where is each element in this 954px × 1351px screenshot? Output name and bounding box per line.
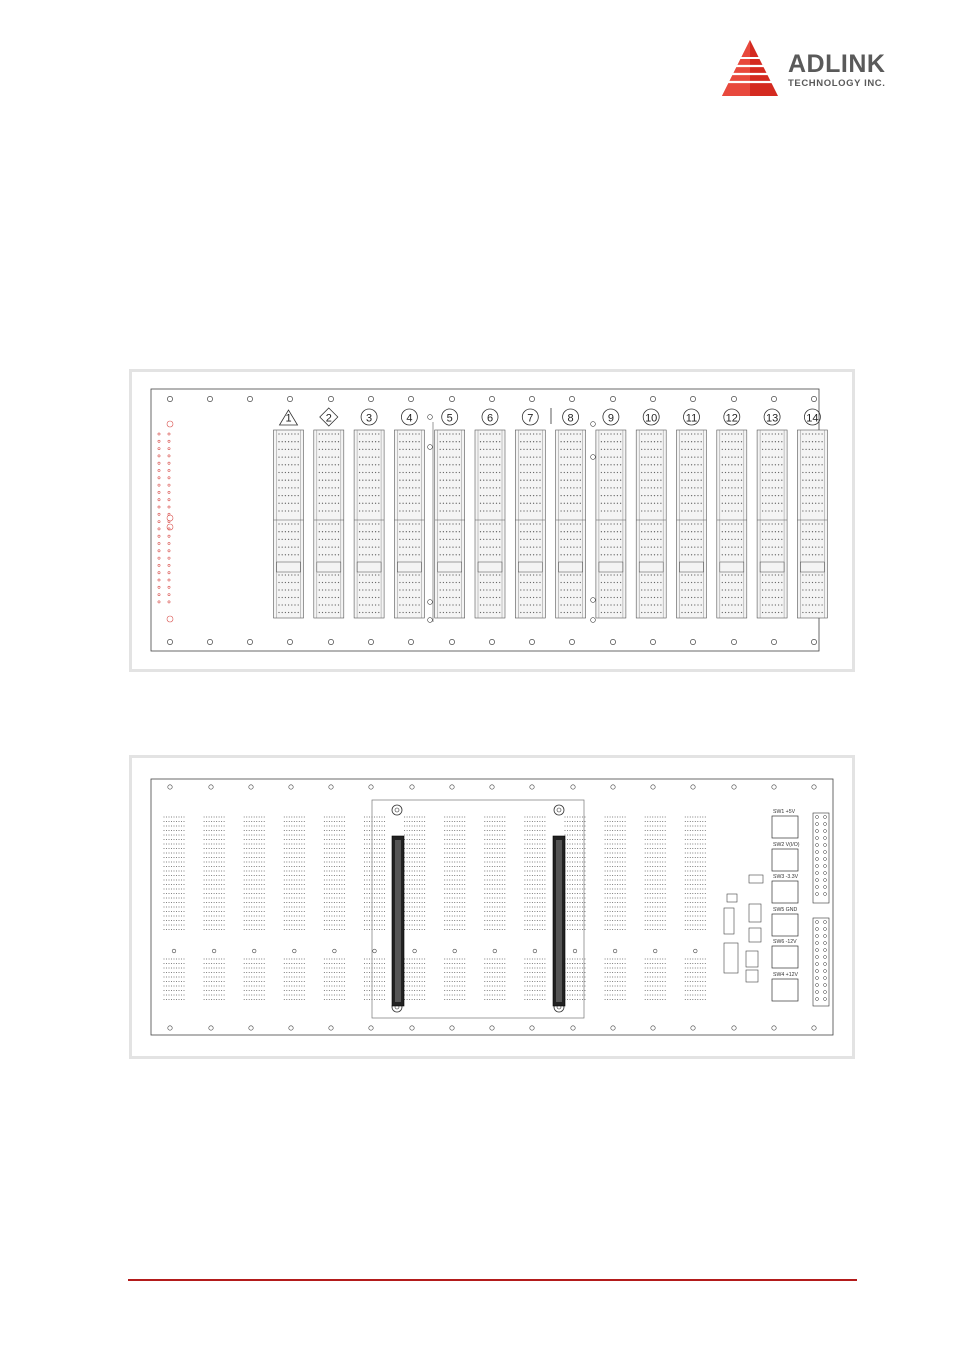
mount-hole-icon	[489, 639, 494, 644]
mount-hole-icon	[571, 1026, 575, 1030]
via-hole-icon	[293, 949, 297, 953]
jumper-component	[746, 951, 758, 967]
slot-number: 2	[325, 412, 332, 425]
slot-number: 10	[645, 412, 658, 425]
mount-hole-icon	[490, 1026, 494, 1030]
mount-hole-icon	[168, 785, 172, 789]
via-hole-icon	[172, 949, 176, 953]
mount-hole-icon	[812, 1026, 816, 1030]
mount-hole-icon	[209, 1026, 213, 1030]
mount-hole-icon	[731, 396, 736, 401]
mount-hole-icon	[569, 639, 574, 644]
slot-number: 9	[607, 412, 614, 425]
jumper-component	[746, 970, 758, 982]
mount-hole-icon	[529, 396, 534, 401]
mount-hole-icon	[449, 639, 454, 644]
standoff-hole-icon	[428, 445, 433, 450]
slot-number: 14	[806, 412, 819, 425]
mount-hole-icon	[329, 785, 333, 789]
mount-hole-icon	[569, 396, 574, 401]
mount-hole-icon	[811, 639, 816, 644]
mount-hole-icon	[611, 785, 615, 789]
mount-hole-icon	[771, 639, 776, 644]
switch-label: SW3 -3.3V	[773, 874, 799, 880]
mount-hole-icon	[449, 396, 454, 401]
mount-hole-icon	[571, 785, 575, 789]
pin-grid	[244, 958, 265, 1000]
pin-grid	[204, 958, 225, 1000]
mount-hole-icon	[691, 1026, 695, 1030]
mount-hole-icon	[328, 396, 333, 401]
mount-hole-icon	[650, 396, 655, 401]
mount-hole-icon	[450, 1026, 454, 1030]
mount-hole-icon	[610, 639, 615, 644]
pin-grid	[364, 816, 385, 930]
mount-hole-icon	[207, 396, 212, 401]
via-hole-icon	[613, 949, 617, 953]
mount-hole-icon	[490, 785, 494, 789]
mount-hole-icon	[369, 785, 373, 789]
rear-view-drawing	[132, 758, 852, 1056]
mount-hole-icon	[289, 1026, 293, 1030]
mount-hole-icon	[209, 785, 213, 789]
via-hole-icon	[493, 949, 497, 953]
mount-hole-icon	[812, 785, 816, 789]
switch-label: SW1 +5V	[773, 809, 796, 815]
via-hole-icon	[453, 949, 457, 953]
standoff-hole-icon	[554, 805, 564, 815]
mount-hole-icon	[287, 396, 292, 401]
via-hole-icon	[333, 949, 337, 953]
backplane-front-view	[129, 369, 855, 672]
pin-grid	[404, 816, 425, 930]
via-hole-icon	[252, 949, 256, 953]
pin-grid	[444, 958, 465, 1000]
slot-number: 1	[285, 412, 292, 425]
pin-grid	[324, 958, 345, 1000]
slot-number: 5	[446, 412, 453, 425]
mount-hole-icon	[408, 639, 413, 644]
mount-hole-icon	[811, 396, 816, 401]
mount-hole-icon	[732, 785, 736, 789]
standoff-hole-icon	[591, 598, 596, 603]
pin-grid	[524, 816, 545, 930]
switch-label: SW4 +12V	[773, 972, 798, 978]
mount-hole-icon	[651, 1026, 655, 1030]
mount-hole-icon	[408, 396, 413, 401]
mount-hole-icon	[771, 396, 776, 401]
jumper-component	[724, 908, 734, 934]
slot-number: 3	[366, 412, 373, 425]
pin-grid	[524, 958, 545, 1000]
adlink-triangle-icon	[720, 38, 786, 100]
power-connector-pins	[158, 421, 173, 622]
mount-hole-icon	[369, 1026, 373, 1030]
terminal-block	[813, 813, 829, 903]
slot-number: 11	[685, 412, 698, 425]
mount-hole-icon	[772, 1026, 776, 1030]
footer-rule	[128, 1279, 857, 1281]
slot-number: 12	[725, 412, 738, 425]
mount-hole-icon	[731, 639, 736, 644]
pin-grid	[605, 958, 626, 1000]
power-switch	[772, 881, 798, 903]
standoff-hole-icon	[428, 600, 433, 605]
standoff-hole-icon	[392, 805, 402, 815]
pin-grid	[645, 816, 666, 930]
standoff-hole-icon	[428, 618, 433, 623]
slot-number: 7	[527, 412, 534, 425]
slot-number: 4	[406, 412, 413, 425]
brand-name: ADLINK	[788, 50, 886, 78]
via-hole-icon	[212, 949, 216, 953]
power-switch	[772, 849, 798, 871]
via-hole-icon	[694, 949, 698, 953]
pin-grid	[163, 816, 184, 930]
mount-hole-icon	[690, 639, 695, 644]
pin-grid	[364, 958, 385, 1000]
mount-hole-icon	[691, 785, 695, 789]
switch-label: SW2 V(I/O)	[773, 842, 800, 848]
pin-grid	[204, 816, 225, 930]
jumper-component	[724, 943, 738, 973]
mount-hole-icon	[329, 1026, 333, 1030]
mount-hole-icon	[611, 1026, 615, 1030]
via-hole-icon	[373, 949, 377, 953]
standoff-hole-icon	[591, 422, 596, 427]
pin-grid	[484, 816, 505, 930]
pin-grid	[685, 816, 706, 930]
via-hole-icon	[413, 949, 417, 953]
mount-hole-icon	[207, 639, 212, 644]
mount-hole-icon	[530, 785, 534, 789]
mount-hole-icon	[410, 1026, 414, 1030]
pin-grid	[324, 816, 345, 930]
pin-grid	[484, 958, 505, 1000]
switch-label: SW6 -12V	[773, 939, 797, 945]
jumper-component	[749, 928, 761, 942]
pin-grid	[564, 816, 585, 930]
slot-number: 13	[765, 412, 779, 425]
jumper-component	[749, 904, 761, 922]
power-switch	[772, 816, 798, 838]
mount-hole-icon	[247, 396, 252, 401]
pin-grid	[444, 816, 465, 930]
mount-hole-icon	[328, 639, 333, 644]
jumper-component	[749, 875, 763, 883]
mount-hole-icon	[610, 396, 615, 401]
mount-hole-icon	[529, 639, 534, 644]
mount-hole-icon	[167, 396, 172, 401]
mount-hole-icon	[772, 785, 776, 789]
power-switch	[772, 946, 798, 968]
power-switch	[772, 979, 798, 1001]
mount-hole-icon	[690, 396, 695, 401]
pin-grid	[284, 816, 305, 930]
mount-hole-icon	[247, 639, 252, 644]
standoff-hole-icon	[428, 415, 433, 420]
terminal-block	[813, 918, 829, 1006]
mount-hole-icon	[489, 396, 494, 401]
power-switch	[772, 914, 798, 936]
mount-hole-icon	[650, 639, 655, 644]
adlink-logo	[720, 38, 915, 100]
brand-tagline: TECHNOLOGY INC.	[788, 78, 886, 89]
mount-hole-icon	[530, 1026, 534, 1030]
mount-hole-icon	[249, 785, 253, 789]
mount-hole-icon	[167, 639, 172, 644]
mount-hole-icon	[287, 639, 292, 644]
mount-hole-icon	[368, 396, 373, 401]
mount-hole-icon	[410, 785, 414, 789]
via-hole-icon	[653, 949, 657, 953]
pin-grid	[645, 958, 666, 1000]
mount-hole-icon	[651, 785, 655, 789]
pin-grid	[284, 958, 305, 1000]
mount-hole-icon	[732, 1026, 736, 1030]
backplane-rear-view	[129, 755, 855, 1059]
pin-grid	[244, 816, 265, 930]
standoff-hole-icon	[591, 455, 596, 460]
jumper-component	[727, 894, 737, 902]
pin-grid	[685, 958, 706, 1000]
standoff-hole-icon	[591, 618, 596, 623]
via-hole-icon	[573, 949, 577, 953]
slot-number: 6	[486, 412, 494, 425]
mount-hole-icon	[450, 785, 454, 789]
mount-hole-icon	[368, 639, 373, 644]
mount-hole-icon	[289, 785, 293, 789]
pin-grid	[163, 958, 184, 1000]
mount-hole-icon	[168, 1026, 172, 1030]
via-hole-icon	[533, 949, 537, 953]
pin-grid	[605, 816, 626, 930]
switch-label: SW5 GND	[773, 907, 798, 913]
pin-grid	[404, 958, 425, 1000]
mount-hole-icon	[249, 1026, 253, 1030]
pin-grid	[564, 958, 585, 1000]
front-view-drawing	[132, 372, 852, 669]
slot-number: 8	[567, 412, 574, 425]
